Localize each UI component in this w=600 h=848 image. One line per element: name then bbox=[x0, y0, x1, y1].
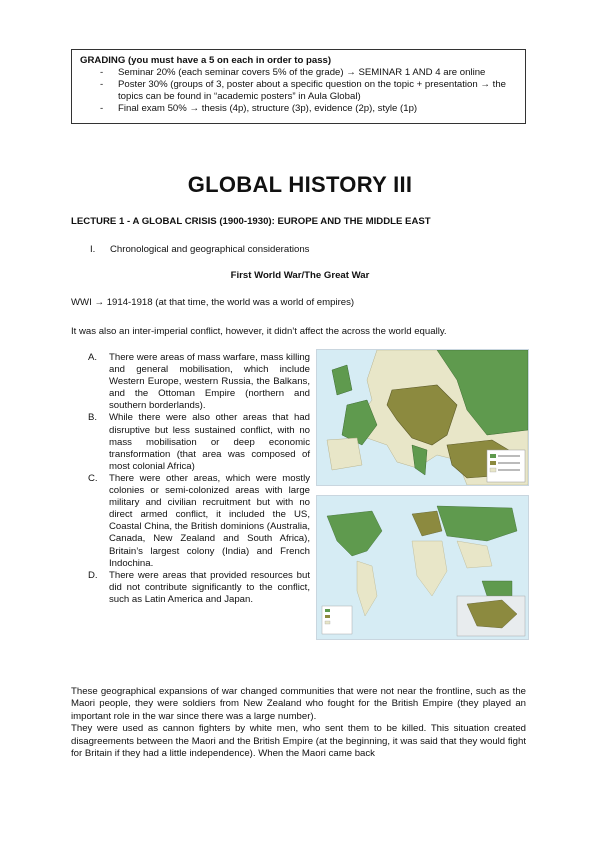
grading-box bbox=[71, 49, 526, 124]
list-item-c: C. There were other areas, which were mostly colonies or semi-colonized areas with large military and civilian recruitment but with no direct armed conflict, it included the US, Coastal China, the British dominions (Australia, Canada, New Zealand and South Africa), Britain’s largest colony (India) and French Indochina. bbox=[88, 472, 310, 569]
list-item-a: A. There were areas of mass warfare, mass killing and general mobilisation, which include Western Europe, western Russia, the Balkans, and the Ottoman Empire (northern and southern borderlands). bbox=[88, 352, 311, 412]
paragraph-cannon: They were used as cannon fighters by white men, who sent them to be killed. This situation created disagreements between the Maori and the British Empire (at the beginning, it was said that they would fight for Britain if they had a little independence). When the Maori came back bbox=[71, 723, 526, 760]
europe-map-graphic bbox=[317, 350, 528, 485]
subtitle: First World War/The Great War bbox=[230, 270, 370, 281]
world-map-graphic bbox=[317, 496, 528, 639]
list-item-d: D. There were areas that provided resources but did not contribute significantly to the conflict, such as Latin America and Japan. bbox=[88, 569, 310, 605]
grading-item-seminar: - Seminar 20% (each seminar covers 5% of the grade) → SEMINAR 1 AND 4 are online bbox=[80, 67, 517, 79]
world-map-image bbox=[316, 495, 529, 640]
grading-heading: GRADING (you must have a 5 on each in order to pass) bbox=[80, 55, 332, 66]
grading-list bbox=[80, 67, 517, 115]
page-title: GLOBAL HISTORY III bbox=[187, 172, 413, 197]
section-number: I. bbox=[90, 244, 96, 255]
grading-item-poster: - Poster 30% (groups of 3, poster about a specific question on the topic + presentation → the topics can be found in “academic posters” in Aula Global) bbox=[80, 79, 517, 103]
conflict-line: It was also an inter-imperial conflict, however, it didn’t affect the across the world equally. bbox=[71, 326, 447, 337]
section-text: Chronological and geographical considerations bbox=[110, 244, 310, 255]
grading-item-exam: - Final exam 50% → thesis (4p), structure (3p), evidence (2p), style (1p) bbox=[80, 103, 517, 115]
lecture-heading: LECTURE 1 - A GLOBAL CRISIS (1900-1930): EUROPE AND THE MIDDLE EAST bbox=[71, 216, 431, 227]
areas-list bbox=[88, 352, 310, 606]
europe-map-image bbox=[316, 349, 529, 486]
list-item-b: B. While there were also other areas that had disruptive but less sustained conflict, with no mass mobilisation or deep economic transformation (that area was composed of most colonial Africa) bbox=[88, 412, 310, 472]
wwi-line: WWI → 1914-1918 (at that time, the world was a world of empires) bbox=[71, 297, 355, 308]
body-text bbox=[71, 686, 526, 760]
section-heading bbox=[90, 244, 309, 255]
paragraph-maori: These geographical expansions of war changed communities that were not near the frontline, such as the Maori people, they were soldiers from New Zealand who fought for the British Empire (they played an important role in the war since there was a large number). bbox=[71, 686, 526, 722]
